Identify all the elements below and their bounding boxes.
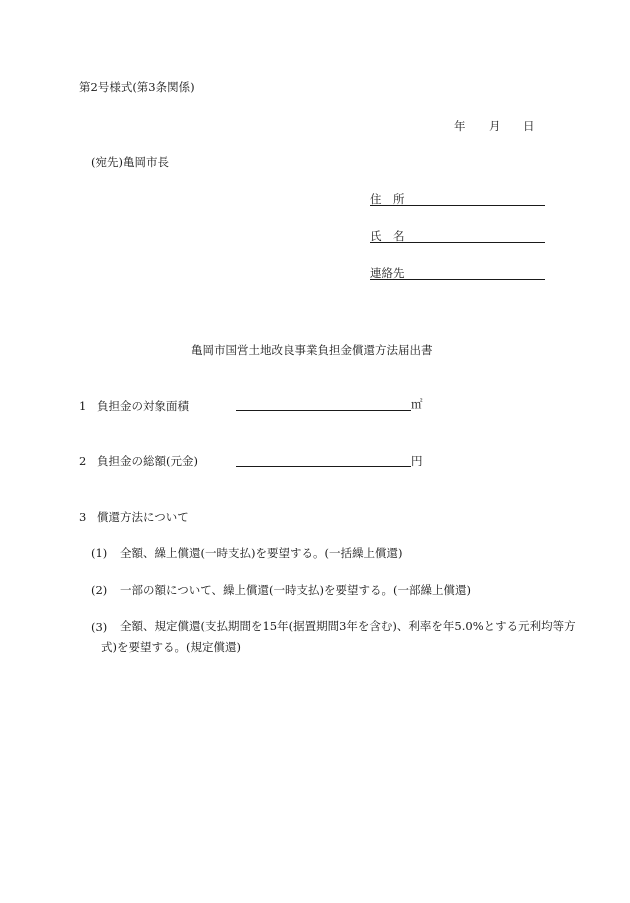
item-2-number: 2 — [79, 454, 87, 468]
name-field-line[interactable] — [370, 242, 545, 243]
date-month: 月 — [489, 119, 501, 133]
total-field-line[interactable] — [236, 466, 411, 467]
option-2-text[interactable]: 一部の額について、繰上償還(一時支払)を要望する。(一部繰上償還) — [120, 583, 471, 597]
total-unit: 円 — [411, 454, 423, 468]
item-3-number: 3 — [79, 510, 87, 524]
item-2-label: 負担金の総額(元金) — [97, 454, 198, 468]
item-3-label: 償還方法について — [97, 510, 189, 524]
date-day: 日 — [523, 119, 535, 133]
area-unit: ㎡ — [411, 397, 423, 411]
option-3-text[interactable]: 全額、規定償還(支払期間を15年(据置期間3年を含む)、利率を年5.0%とする元利均等方式)を要望する。(規定償還) — [101, 619, 576, 654]
contact-field-line[interactable] — [370, 279, 545, 280]
document-title: 亀岡市国営土地改良事業負担金償還方法届出書 — [191, 343, 433, 357]
area-field-line[interactable] — [236, 410, 411, 411]
name-label: 氏 名 — [370, 229, 405, 243]
item-1-number: 1 — [79, 399, 87, 413]
option-1-text[interactable]: 全額、繰上償還(一時支払)を要望する。(一括繰上償還) — [120, 546, 403, 560]
address-field-line[interactable] — [370, 205, 545, 206]
contact-label: 連絡先 — [370, 266, 405, 280]
option-1-number: (1) — [91, 546, 108, 560]
address-label: 住 所 — [370, 192, 405, 206]
addressee: (宛先)亀岡市長 — [91, 155, 169, 169]
date-year: 年 — [454, 119, 466, 133]
item-1-label: 負担金の対象面積 — [97, 399, 189, 413]
option-2-number: (2) — [91, 583, 108, 597]
option-3-number: (3) — [91, 620, 108, 634]
form-number: 第2号様式(第3条関係) — [79, 80, 195, 94]
